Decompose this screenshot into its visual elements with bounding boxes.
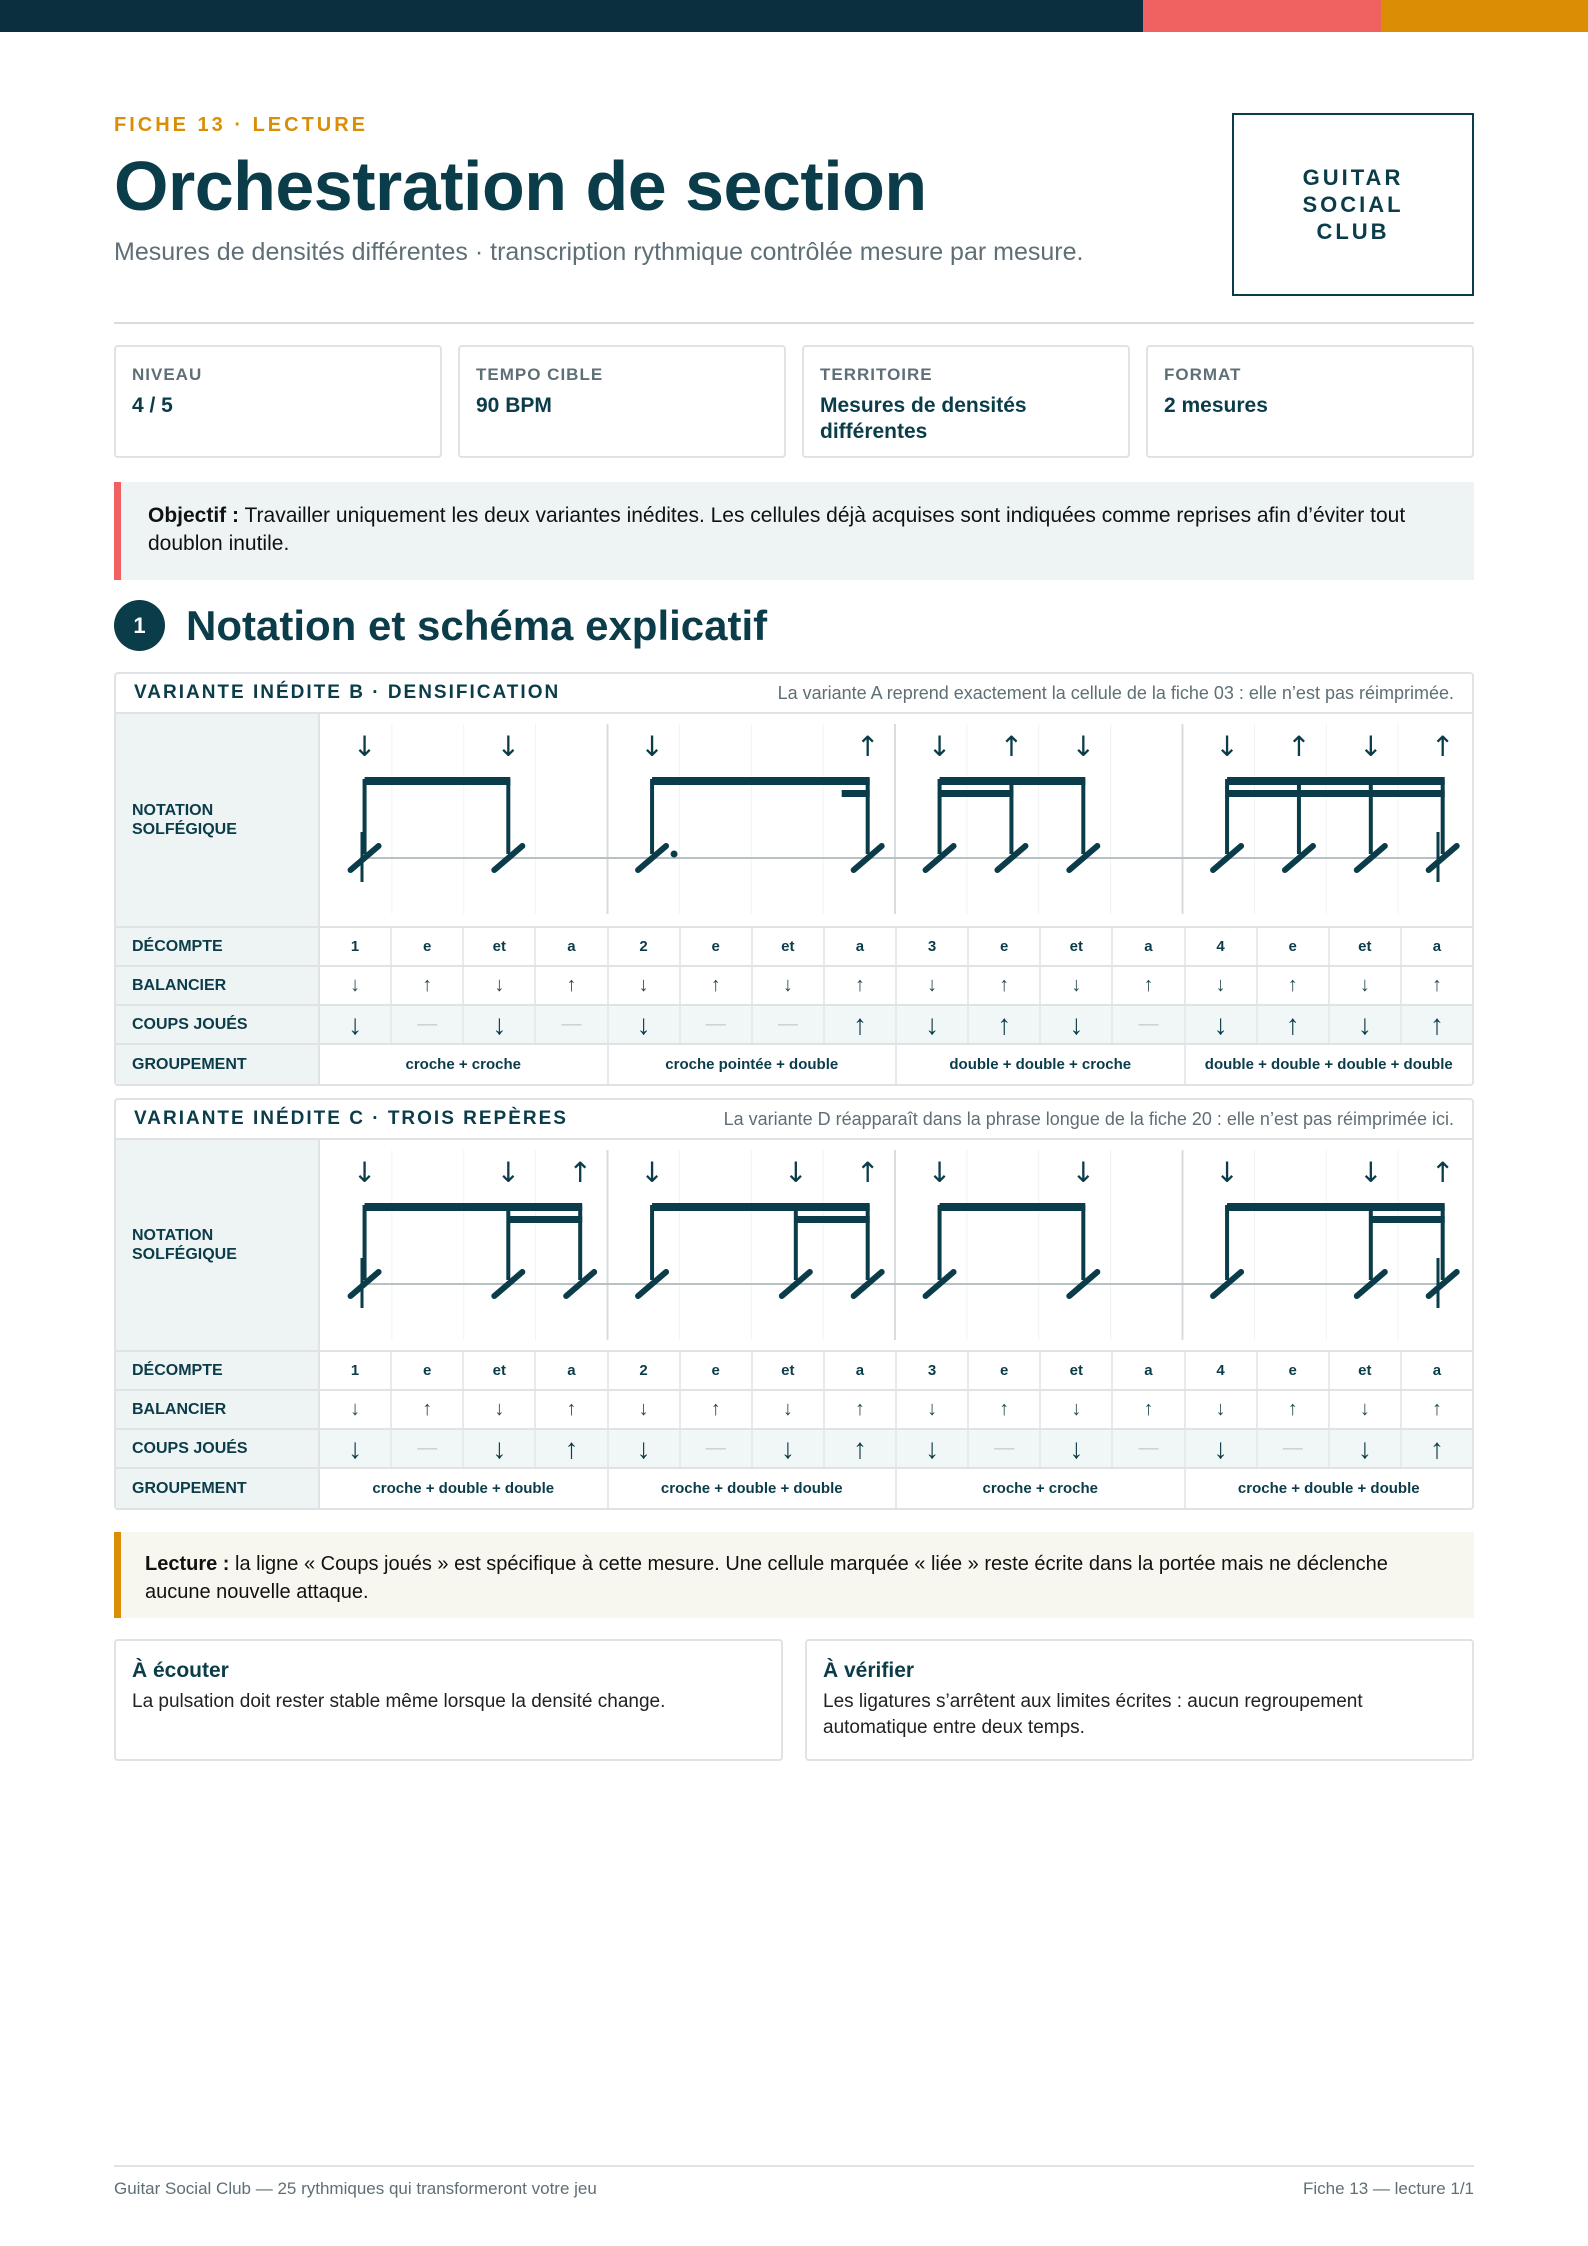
grid-cell: ↓: [609, 967, 681, 1004]
tip-body: La pulsation doit rester stable même lorsque la densité change.: [132, 1691, 666, 1712]
lecture-text: la ligne « Coups joués » est spécifique à cette mesure. Une cellule marquée « liée » reste écrite dans la portée mais ne déclenche aucune nouvelle attaque.: [145, 1553, 1388, 1603]
beam-secondary: [1227, 790, 1445, 797]
footer-divider: [114, 2165, 1474, 2167]
top-color-bar: [0, 0, 1588, 32]
meta-label: TEMPO CIBLE: [476, 365, 604, 384]
row-label-groupement: GROUPEMENT: [116, 1469, 320, 1508]
grid-cell: et: [464, 1352, 536, 1389]
tip-box-verifier: [805, 1639, 1474, 1761]
grid-cell: —: [681, 1006, 753, 1043]
grid-cell: ↑: [681, 967, 753, 1004]
section-title: Notation et schéma explicatif: [186, 601, 768, 649]
grid-cell: ↓: [320, 1006, 392, 1043]
grid-cell: e: [1258, 928, 1330, 965]
grid-cell: ↑: [1258, 1391, 1330, 1428]
grid-cell: ↓: [1186, 1430, 1258, 1467]
grid-cell: —: [969, 1430, 1041, 1467]
lecture-label: Lecture :: [145, 1553, 230, 1575]
grid-cell: ↓: [1041, 967, 1113, 1004]
variant-title: VARIANTE INÉDITE C · TROIS REPÈRES: [134, 1108, 568, 1129]
grid-cell: e: [681, 928, 753, 965]
grid-cell: ↓: [320, 1391, 392, 1428]
group-cell: double + double + double + double: [1204, 1056, 1453, 1073]
stroke-arrow: ↓: [352, 1156, 377, 1189]
grid-cell: ↓: [320, 1430, 392, 1467]
grid-cell: ↓: [464, 1430, 536, 1467]
variant-header: [116, 1100, 1472, 1140]
row-label-decompte: DÉCOMPTE: [116, 1352, 320, 1389]
variant-c-table: [114, 1098, 1474, 1510]
grid-cell: 3: [897, 1352, 969, 1389]
row-label-balancier: BALANCIER: [116, 967, 320, 1004]
tip-boxes: [114, 1639, 1474, 1761]
row-label-groupement: GROUPEMENT: [116, 1045, 320, 1084]
header-divider: [114, 322, 1474, 324]
top-bar-dark: [0, 0, 1143, 32]
grid-cell: —: [681, 1430, 753, 1467]
grid-cell: 1: [320, 928, 392, 965]
group-cell: croche + croche: [897, 1469, 1186, 1508]
beam-secondary: [508, 1216, 582, 1223]
objectif-label: Objectif :: [148, 504, 240, 527]
beam-primary: [365, 777, 511, 785]
grid-cell: ↓: [1041, 1391, 1113, 1428]
grid-cell: —: [753, 1006, 825, 1043]
group-cell: croche + double + double: [1237, 1480, 1420, 1497]
grid-cell: a: [536, 928, 608, 965]
grid-cell: ↑: [1429, 1432, 1444, 1464]
row-label-coups: COUPS JOUÉS: [116, 1430, 320, 1467]
grid-cell: ↓: [464, 1006, 536, 1043]
variant-note: La variante A reprend exactement la cellule de la fiche 03 : elle n’est pas réimprimée.: [777, 682, 1454, 703]
grid-cell: ↑: [1431, 1398, 1442, 1420]
grid-cell: ↑: [1113, 967, 1185, 1004]
row-label-coups: COUPS JOUÉS: [116, 1006, 320, 1043]
grid-cell: ↓: [464, 1391, 536, 1428]
grid-cell: ↓: [609, 1006, 681, 1043]
beam-primary: [940, 1203, 1086, 1211]
grid-cell: ↓: [897, 1006, 969, 1043]
stroke-arrow: ↓: [927, 1156, 952, 1189]
grid-cell: ↑: [825, 1006, 897, 1043]
grid-cell: et: [464, 928, 536, 965]
stroke-arrow: ↓: [1359, 730, 1383, 763]
stroke-arrow: ↓: [1215, 1156, 1239, 1189]
meta-label: FORMAT: [1164, 365, 1242, 384]
stroke-arrow: ↑: [1287, 730, 1311, 763]
meta-label: TERRITOIRE: [820, 365, 933, 384]
balancier-row: [116, 1391, 1472, 1430]
grid-cell: e: [969, 1352, 1041, 1389]
grid-cell: —: [1113, 1006, 1185, 1043]
lecture-callout: [114, 1532, 1474, 1618]
grid-cell: ↑: [1429, 1008, 1444, 1040]
balancier-row: [116, 967, 1472, 1006]
stroke-arrow: ↓: [496, 1156, 521, 1189]
grid-cell: a: [1113, 928, 1185, 965]
grid-cell: 3: [897, 928, 969, 965]
tip-title: À écouter: [132, 1659, 229, 1682]
decompte-row: [116, 928, 1472, 967]
top-bar-coral: [1143, 0, 1381, 32]
stroke-arrow: ↑: [855, 730, 880, 763]
grid-cell: ↑: [536, 1430, 608, 1467]
grid-cell: ↓: [1186, 1391, 1258, 1428]
grid-cell: ↑: [1113, 1391, 1185, 1428]
grid-cell: a: [536, 1352, 608, 1389]
meta-value: 90 BPM: [476, 394, 552, 417]
variant-header: [116, 674, 1472, 714]
logo-text: GUITAR SOCIAL CLUB: [1302, 165, 1404, 244]
stroke-arrow: ↑: [999, 730, 1024, 763]
stroke-arrow: ↓: [1359, 1156, 1383, 1189]
grid-cell: ↓: [464, 967, 536, 1004]
grid-cell: ↓: [753, 967, 825, 1004]
grid-cell: —: [392, 1006, 464, 1043]
grid-cell: ↓: [1041, 1006, 1113, 1043]
groupement-row: [116, 1469, 1472, 1508]
grid-cell: ↓: [1330, 1430, 1402, 1467]
grid-cell: ↑: [1431, 974, 1442, 996]
grid-cell: —: [1258, 1430, 1330, 1467]
grid-cell: e: [1258, 1352, 1330, 1389]
grid-cell: ↑: [681, 1391, 753, 1428]
grid-cell: 1: [320, 1352, 392, 1389]
stroke-arrow: ↑: [1430, 730, 1455, 763]
beam-secondary: [940, 790, 1014, 797]
grid-cell: ↓: [1041, 1430, 1113, 1467]
beam-primary: [1227, 777, 1445, 785]
grid-cell: 2: [609, 1352, 681, 1389]
stroke-arrow: ↓: [784, 1156, 808, 1189]
grid-cell: a: [825, 1352, 897, 1389]
group-cell: croche + croche: [320, 1045, 609, 1084]
objectif-callout: [114, 482, 1474, 580]
meta-card-territoire: [802, 345, 1130, 458]
grid-cell: ↑: [825, 1430, 897, 1467]
variant-note: La variante D réapparaît dans la phrase longue de la fiche 20 : elle n’est pas réimprimée ici.: [723, 1108, 1454, 1129]
eyebrow: FICHE 13 · LECTURE: [114, 114, 369, 136]
grid-cell: ↑: [392, 1391, 464, 1428]
grid-cell: et: [1330, 928, 1402, 965]
stroke-arrow: ↓: [496, 730, 521, 763]
section-number: 1: [114, 600, 165, 651]
meta-value: Mesures de densités différentes: [820, 394, 1027, 443]
staff: [320, 714, 1472, 926]
row-label-decompte: DÉCOMPTE: [116, 928, 320, 965]
groupement-row: [116, 1045, 1472, 1084]
dot: [671, 851, 678, 858]
stroke-arrow: ↑: [855, 1156, 880, 1189]
grid-cell: ↑: [1258, 967, 1330, 1004]
footer-left: Guitar Social Club — 25 rythmiques qui transformeront votre jeu: [114, 2179, 597, 2198]
grid-cell: ↑: [392, 967, 464, 1004]
objectif-text: Travailler uniquement les deux variantes inédites. Les cellules déjà acquises sont indiquées comme reprises afin d’éviter tout doublon inutile.: [148, 504, 1406, 555]
logo: [1232, 113, 1474, 296]
meta-value: 4 / 5: [132, 394, 173, 417]
grid-cell: ↑: [825, 1391, 897, 1428]
group-cell: croche pointée + double: [609, 1045, 898, 1084]
grid-cell: ↓: [897, 1430, 969, 1467]
beam-secondary: [796, 1216, 870, 1223]
coups-row: [116, 1006, 1472, 1045]
tip-body: Les ligatures s’arrêtent aux limites écrites : aucun regroupement automatique entre deux temps.: [823, 1691, 1363, 1738]
grid-cell: 4: [1186, 928, 1258, 965]
grid-cell: —: [392, 1430, 464, 1467]
stroke-arrow: ↑: [568, 1156, 592, 1189]
staff: [320, 1140, 1472, 1350]
grid-cell: et: [1041, 928, 1113, 965]
grid-cell: ↑: [969, 967, 1041, 1004]
grid-cell: et: [1041, 1352, 1113, 1389]
grid-cell: e: [681, 1352, 753, 1389]
grid-cell: ↓: [1330, 967, 1402, 1004]
stroke-arrow: ↓: [640, 730, 664, 763]
grid-cell: ↑: [1258, 1006, 1330, 1043]
grid-cell: a: [1113, 1352, 1185, 1389]
meta-value: 2 mesures: [1164, 394, 1268, 417]
beam-primary: [652, 1203, 870, 1211]
beam-primary: [652, 777, 870, 785]
page-subtitle: Mesures de densités différentes · transcription rythmique contrôlée mesure par mesure.: [114, 238, 1084, 266]
grid-cell: a: [1432, 1362, 1442, 1379]
grid-cell: et: [753, 928, 825, 965]
beam-primary: [365, 1203, 583, 1211]
grid-cell: —: [1113, 1430, 1185, 1467]
meta-card-niveau: [114, 345, 442, 458]
grid-cell: et: [1330, 1352, 1402, 1389]
group-cell: double + double + croche: [897, 1045, 1186, 1084]
grid-cell: ↑: [825, 967, 897, 1004]
decompte-row: [116, 1352, 1472, 1391]
grid-cell: ↓: [897, 1391, 969, 1428]
stroke-arrow: ↑: [1430, 1156, 1455, 1189]
tip-box-ecouter: [114, 1639, 783, 1761]
grid-cell: e: [969, 928, 1041, 965]
grid-cell: ↓: [609, 1430, 681, 1467]
stroke-arrow: ↓: [640, 1156, 664, 1189]
section-heading: [114, 600, 767, 651]
meta-label: NIVEAU: [132, 365, 203, 384]
footer-right: Fiche 13 — lecture 1/1: [1302, 2179, 1474, 2198]
grid-cell: 2: [609, 928, 681, 965]
staff-svg: [320, 1140, 1470, 1350]
grid-cell: 4: [1186, 1352, 1258, 1389]
notation-row: [116, 714, 1472, 928]
row-label-notation: NOTATION SOLFÉGIQUE: [116, 1140, 320, 1350]
grid-cell: ↓: [753, 1391, 825, 1428]
top-bar-gold: [1381, 0, 1588, 32]
beam-primary: [940, 777, 1086, 785]
grid-cell: et: [753, 1352, 825, 1389]
staff-svg: [320, 714, 1470, 926]
grid-cell: a: [825, 928, 897, 965]
grid-cell: ↓: [1330, 1006, 1402, 1043]
variant-b-table: [114, 672, 1474, 1086]
coups-row: [116, 1430, 1472, 1469]
stroke-arrow: ↓: [1071, 730, 1096, 763]
stroke-arrow: ↓: [352, 730, 377, 763]
grid-cell: ↑: [969, 1391, 1041, 1428]
stroke-arrow: ↓: [927, 730, 952, 763]
grid-cell: ↓: [897, 967, 969, 1004]
group-cell: croche + double + double: [609, 1469, 898, 1508]
grid-cell: e: [392, 928, 464, 965]
beam-primary: [1227, 1203, 1445, 1211]
grid-cell: ↓: [753, 1430, 825, 1467]
variant-title: VARIANTE INÉDITE B · DENSIFICATION: [134, 682, 561, 703]
grid-cell: ↓: [320, 967, 392, 1004]
row-label-balancier: BALANCIER: [116, 1391, 320, 1428]
grid-cell: ↑: [969, 1006, 1041, 1043]
group-cell: croche + double + double: [320, 1469, 609, 1508]
meta-cards: [114, 345, 1474, 458]
meta-card-format: [1146, 345, 1474, 458]
grid-cell: ↓: [609, 1391, 681, 1428]
stroke-arrow: ↓: [1071, 1156, 1096, 1189]
page-title: Orchestration de section: [114, 147, 927, 225]
meta-card-tempo: [458, 345, 786, 458]
grid-cell: ↑: [536, 1391, 608, 1428]
beam-secondary: [1371, 1216, 1445, 1223]
grid-cell: e: [392, 1352, 464, 1389]
grid-cell: ↓: [1186, 1006, 1258, 1043]
row-label-notation: NOTATION SOLFÉGIQUE: [116, 714, 320, 926]
grid-cell: ↑: [536, 967, 608, 1004]
tip-title: À vérifier: [823, 1659, 915, 1682]
grid-cell: ↓: [1330, 1391, 1402, 1428]
grid-cell: a: [1432, 938, 1442, 955]
beam-partial: [842, 790, 870, 797]
grid-cell: —: [536, 1006, 608, 1043]
stroke-arrow: ↓: [1215, 730, 1239, 763]
grid-cell: ↓: [1186, 967, 1258, 1004]
notation-row: [116, 1140, 1472, 1352]
